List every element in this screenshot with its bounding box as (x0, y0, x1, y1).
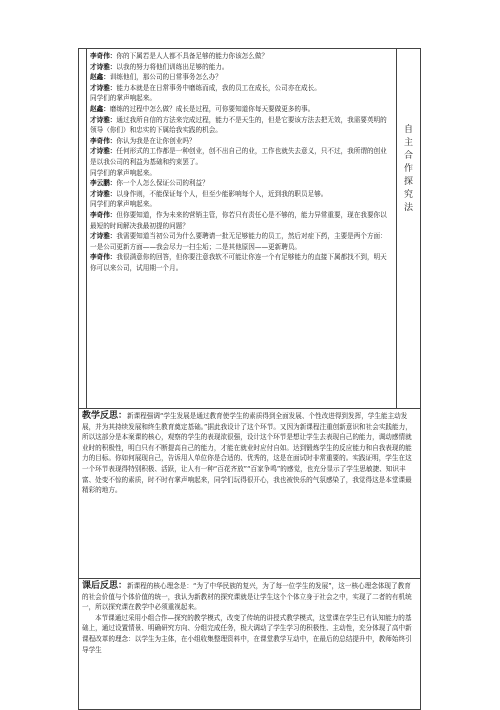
dialogue-text: 你一个人怎么保证公司的利益？ (116, 179, 209, 188)
dialogue-text: 磨练的过程中怎么做？成长是过程，可你要知道你每天要做更多的事。 (109, 104, 315, 113)
dialogue-line (90, 146, 392, 167)
dialogue-text: 任何形式的工作都是一种创业，创不出自己的业，工作也就失去意义，只不过，我所谓的创业是以我公司的利益为基础和约束罢了。 (90, 147, 387, 166)
speaker-name: 李云鹏： (90, 179, 117, 188)
dialogue-text: 能力本就是在日常事务中磨练而成，我的员工在成长，公司亦在成长。 (116, 83, 321, 92)
after-class-para1: 新课程的核心理念是：“为了中华民族的复兴，为了每一位学生的发展”，这一核心理念体现了教育的社会价值与个体价值的统一，我认为新教材的探究课就是让学生这个个体立身于社会之中，实现了二者的有机统一，所以探究课在教学中必须重视起来。 (82, 582, 412, 612)
speaker-name: 李奇伟： (90, 210, 117, 219)
dialogue-line (90, 51, 392, 62)
dialogue-line (90, 210, 392, 231)
dialogue-text: 训练他们，那公司的日常事务怎么办？ (109, 73, 222, 82)
dialogue-line (90, 62, 392, 73)
dialogue-line (90, 199, 392, 210)
speaker-name: 李奇伟： (90, 253, 117, 262)
method-label-char: 作 (403, 164, 413, 174)
method-label-char: 主 (403, 138, 413, 148)
dialogue-text: 以身作则，不能保证每个人，但至少能影响每个人，近到我的职员足够。 (116, 189, 328, 198)
reflection-title: 教学反思： (82, 411, 128, 421)
dialogue-cell (87, 49, 397, 409)
reflection-row (79, 409, 421, 579)
method-cell (396, 49, 420, 409)
dialogue-text: 同学们的掌声响起来。 (90, 168, 156, 177)
after-class-cell (79, 579, 421, 710)
dialogue-list (87, 49, 396, 408)
speaker-name: 才诗雅： (90, 189, 117, 198)
after-class-row (79, 579, 421, 710)
method-label-char: 合 (403, 151, 413, 161)
reflection-cell (79, 409, 421, 579)
dialogue-text: 同学们的掌声响起来。 (90, 94, 156, 103)
dialogue-row (79, 49, 421, 409)
dialogue-line (90, 83, 392, 94)
reflection-body: 新课程强调“学生发展是通过教育使学生的素质得到全面发展、个性改进得到发挥，学生能主动发展，并为其持续发展和终生教育奠定基础。”据此我设计了这个环节。又因为新课程注重创新意识和社会实践能力，所以这部分是本案课的核心，观察的学生的表现欲很强，设计这个环节是想让学生去表现自己的能力，调动感情就业时的积极性，明白只有不断提高自己的能力，才能在就业时应付自如。达到锻炼学生的反应能力和自我表现的能力的目标。你如何展现自己，告诉用人单位你是合适的、优秀的，这是在面试时非常重要的。实践证明，学生在这一个环节表现得特别积极、活跃，让人有一种“百花齐放”“百家争鸣”的感觉，也充分显示了学生思敏捷、知识丰富、处变不惊的素质，时不时有掌声响起来，同学们玩得很开心，我也被快乐的气氛感染了，我觉得这是本堂课最精彩的地方。 (82, 412, 412, 495)
speaker-name: 才诗雅： (90, 232, 117, 241)
speaker-name: 才诗雅： (90, 147, 117, 156)
method-label (397, 49, 420, 215)
dialogue-text: 我很满意你的回答，但你要注意我软不可能让你连一个有足够能力的直接下属都找不到，明天你可以来公司，试用期一个月。 (90, 253, 387, 272)
method-label-char: 法 (403, 203, 413, 213)
dialogue-text: 但你要知道，作为未来的营销主管，你若只有责任心是不够的，能力异常重要，现在我要你以最短的时间解决我最初提的问题？ (90, 210, 387, 230)
speaker-name: 才诗雅： (90, 115, 117, 124)
dialogue-line (90, 168, 392, 179)
speaker-name: 赵鑫： (90, 104, 110, 113)
dialogue-text: 你认为我是在让你创业吗？ (116, 136, 196, 145)
lesson-plan-page (78, 48, 421, 707)
dialogue-text: 我需要知道当初公司为什么要聘请一批无足够能力的员工，然后对症下药，主要是两个方面：一是公司更新方面——我会尽力一扫尘垢；二是其他原因——更新聘员。 (90, 232, 387, 251)
dialogue-line (90, 72, 392, 83)
dialogue-line (90, 178, 392, 189)
speaker-name: 李奇伟： (90, 52, 117, 60)
dialogue-text: 你的下属若是人人都不具备足够的能力你该怎么做？ (116, 52, 269, 60)
dialogue-text: 同学们的掌声响起来。 (90, 200, 156, 209)
after-class-para2: 本节课通过采用小组合作—探究的教学模式，改变了传统的讲授式教学模式，这堂课在学生已有认知能力的基础上，通过设置情景、明确研究方向、分组完成任务，极大调动了学生学习的积极性、主动性，充分体现了高中新课程改革的理念：以学生为主体，在小组收集整理资料中，在课堂教学互动中，在最后的总结提升中，教师始终引导学生 (82, 613, 412, 654)
method-label-char: 究 (403, 190, 413, 200)
dialogue-line (90, 189, 392, 200)
speaker-name: 才诗雅： (90, 62, 117, 71)
dialogue-line (90, 231, 392, 252)
dialogue-line (90, 104, 392, 115)
method-label-char: 自 (403, 125, 413, 135)
method-label-char: 探 (403, 177, 413, 187)
lesson-table (78, 48, 421, 710)
dialogue-line (90, 252, 392, 273)
speaker-name: 才诗雅： (90, 83, 117, 92)
left-margin-cell (79, 49, 87, 409)
dialogue-text: 以我的努力将他们训练出足够的能力。 (116, 62, 229, 71)
speaker-name: 赵鑫： (90, 73, 110, 82)
after-class-title: 课后反思： (82, 581, 128, 591)
speaker-name: 李奇伟： (90, 136, 117, 145)
dialogue-line (90, 136, 392, 147)
dialogue-text: 通过我所自信的方法来完成过程，能力不是天生的，但是它要该方法去把无效，我需要英明的领导（你们）和忠实的下属给我实践的机会。 (90, 115, 387, 135)
dialogue-line (90, 93, 392, 104)
dialogue-line (90, 115, 392, 136)
